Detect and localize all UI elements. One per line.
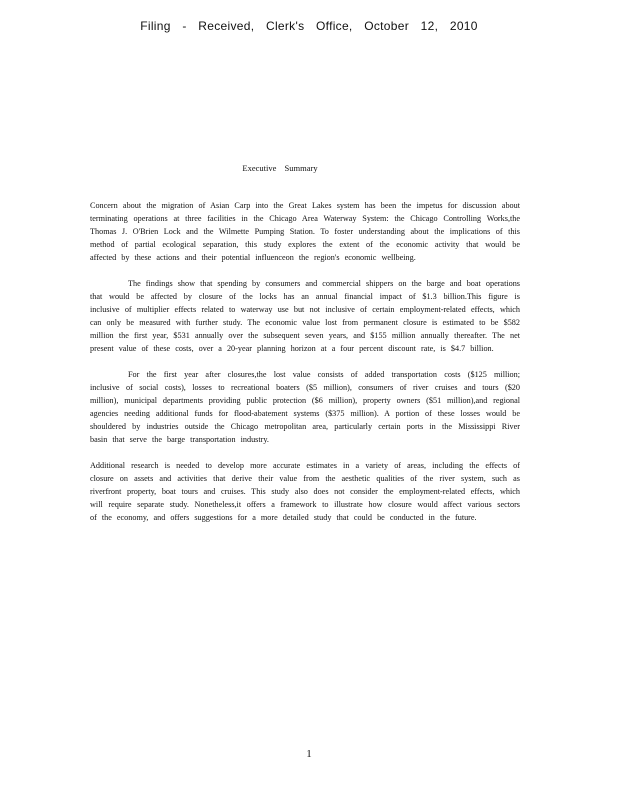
body-text: [90, 199, 520, 537]
filing-stamp: Filing - Received, Clerk's Office, October 12, 2010: [140, 19, 478, 33]
paragraph-additional-research: Additional research is needed to develop more accurate estimates in a variety of areas, including the effects of closure on assets and activities that derive their value from the aesthetic qualities of the river system, such as riverfront property, boat tours and cruises. This study also does not consider the employment-related effects, which will require separate study. Nonetheless,it offers a framework to illustrate how closure would affect various sectors of the economy, and offers suggestions for a more detailed study that could be conducted in the future.: [90, 461, 520, 522]
paragraph-findings: The findings show that spending by consumers and commercial shippers on the barge and boat operations that would be affected by closure of the locks has an annual financial impact of $1.3 billion.This figure is inclusive of multiplier effects related to waterway use but not inclusive of certain employment-related effects, which can only be measured with further study. The economic value lost from permanent closure is estimated to be $582 million the first year, $531 annually over the subsequent seven years, and $155 million annually thereafter. The net present value of these costs, over a 20-year planning horizon at a four percent discount rate, is $4.7 billion.: [90, 279, 520, 353]
paragraph-first-year: For the first year after closures,the lost value consists of added transportation costs ($125 million; inclusive of social costs), losses to recreational boaters ($5 million), consumers of river cruises and tours ($20 million), municipal departments providing public protection ($6 million), property owners ($51 million),and regional agencies needing additional funds for flood-abatement systems ($375 million). A portion of these losses would be shouldered by industries outside the Chicago metropolitan area, particularly certain ports in the Mississippi River basin that serve the barge transportation industry.: [90, 370, 520, 444]
page-number: 1: [306, 748, 312, 760]
section-title: Executive Summary: [242, 163, 318, 173]
paragraph-concern: Concern about the migration of Asian Carp into the Great Lakes system has been the impetus for discussion about terminating operations at three facilities in the Chicago Area Waterway System: the Chicago Controlling Works,the Thomas J. O'Brien Lock and the Wilmette Pumping Station. To foster understanding about the implications of this method of partial ecological separation, this study explores the extent of the economic activity that would be affected by these actions and their potential influenceon the region's economic wellbeing.: [90, 201, 520, 262]
